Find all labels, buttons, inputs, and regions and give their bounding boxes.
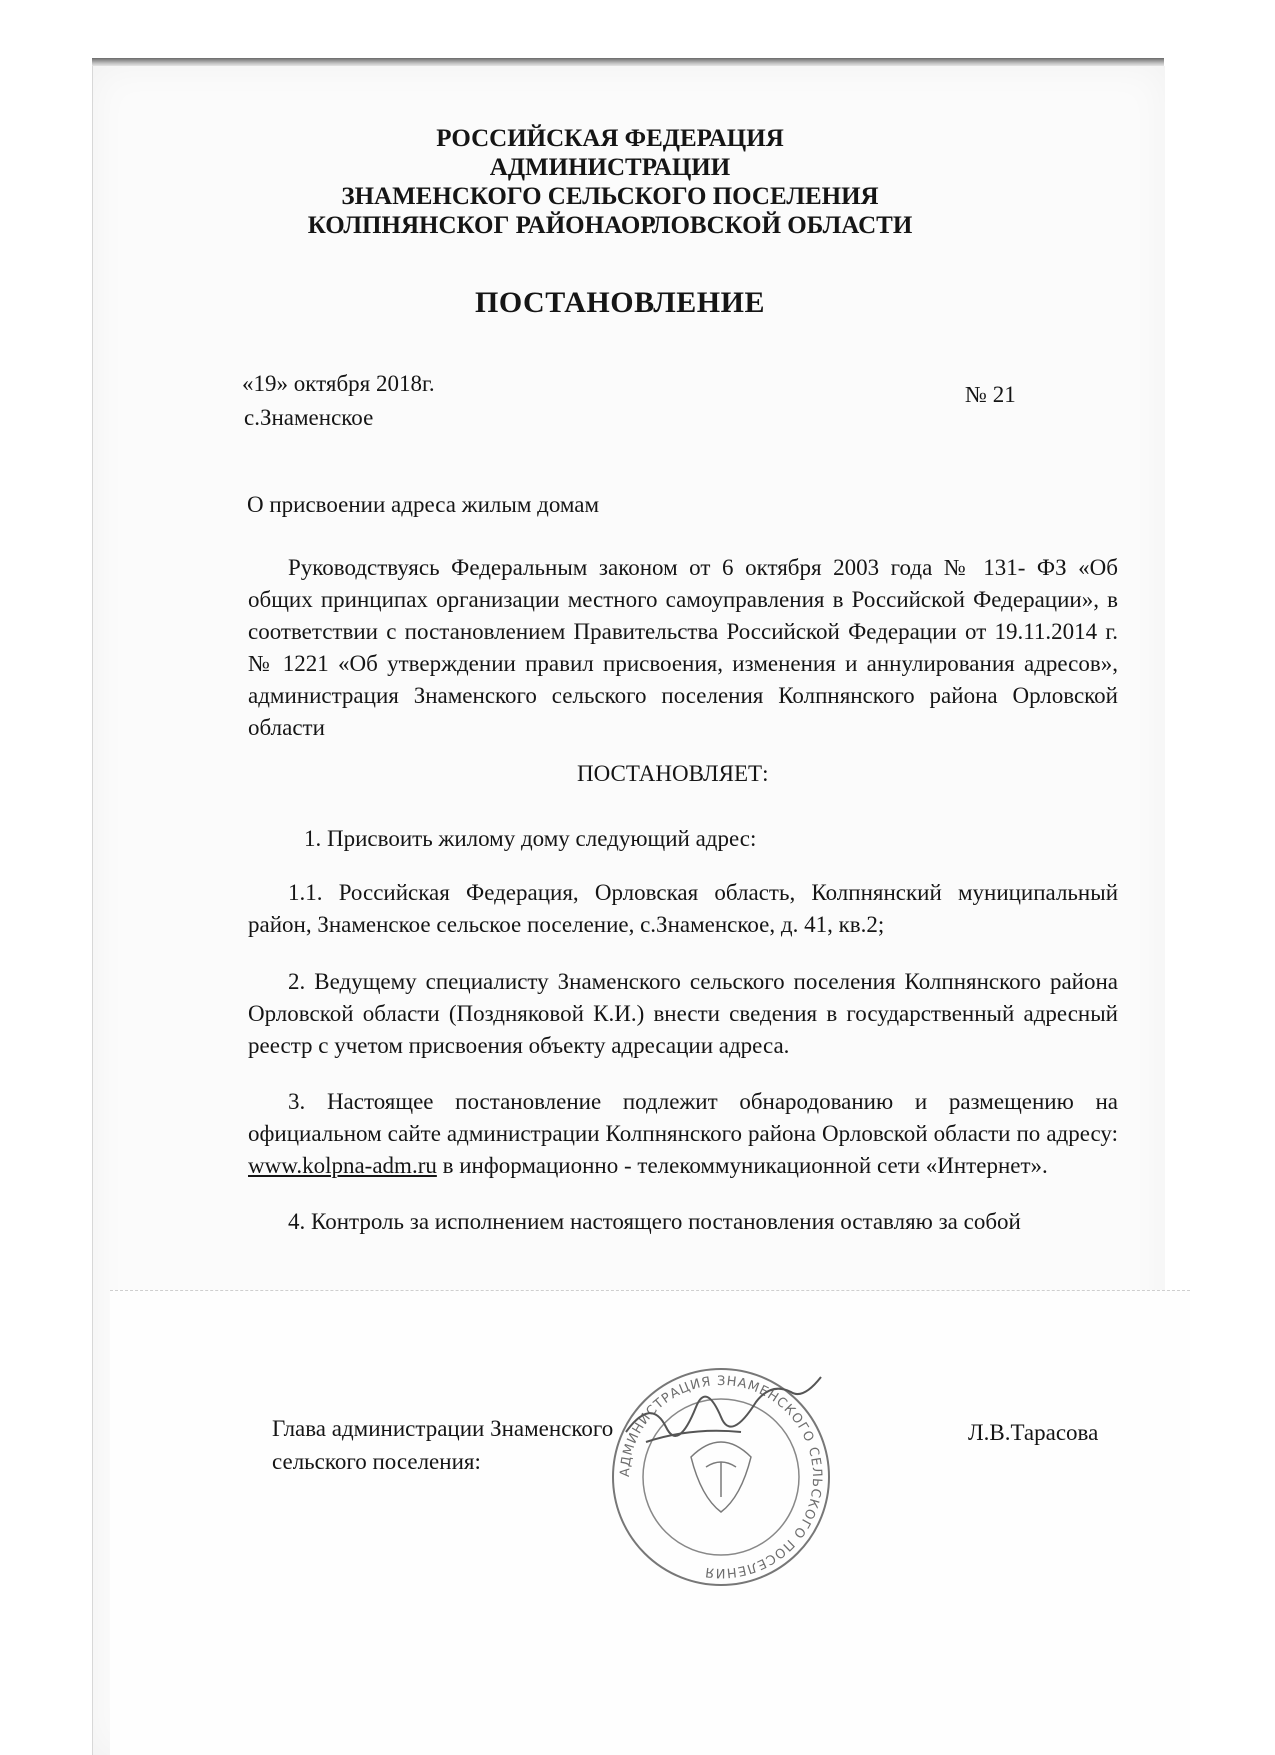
item-2: 2. Ведущему специалисту Знаменского сельского поселения Колпнянского района Орловской области (Поздняковой К.И.) внести сведения в государственный адресный реестр с учетом присвоения объекту адресации адреса.	[248, 969, 1118, 1058]
website-link[interactable]: www.kolpna-adm.ru	[248, 1153, 437, 1178]
signer-title-line-2: сельского поселения:	[272, 1449, 481, 1474]
item-4: 4. Контроль за исполнением настоящего постановления оставляю за собой	[288, 1209, 1021, 1234]
document-title: ПОСТАНОВЛЕНИЕ	[475, 286, 765, 319]
item-3-text-start: 3. Настоящее постановление подлежит обнародованию и размещению на официальном сайте администрации Колпнянского района Орловской области по адресу:	[248, 1089, 1118, 1146]
item-3	[248, 1086, 1118, 1182]
document-subject: О присвоении адреса жилым домам	[247, 492, 600, 517]
official-seal-stamp	[606, 1362, 836, 1592]
header-line-4: КОЛПНЯНСКОГ РАЙОНАОРЛОВСКОЙ ОБЛАСТИ	[307, 212, 913, 239]
header-line-2: АДМИНИСТРАЦИИ	[489, 154, 731, 181]
header-line-3: ЗНАМЕНСКОГО СЕЛЬСКОГО ПОСЕЛЕНИЯ	[341, 183, 879, 210]
document-place: с.Знаменское	[244, 405, 374, 430]
item-3-text-end: в информационно - телекоммуникационной сети «Интернет».	[436, 1153, 1048, 1178]
header-line-1: РОССИЙСКАЯ ФЕДЕРАЦИЯ	[436, 125, 784, 152]
document-header	[250, 124, 970, 240]
preamble-paragraph: Руководствуясь Федеральным законом от 6 октября 2003 года № 131- ФЗ «Об общих принципах организации местного самоуправления в Российской Федерации», в соответствии с постановлением Правительства Российской Федерации от 19.11.2014 г. № 1221 «Об утверждении правил присвоения, изменения и аннулирования адресов», администрация Знаменского сельского поселения Колпнянского района Орловской области	[248, 555, 1118, 740]
emblem-icon	[691, 1442, 751, 1512]
document-date: «19» октября 2018г.	[242, 371, 435, 396]
signer-title-line-1: Глава администрации Знаменского	[272, 1416, 614, 1441]
decree-heading: ПОСТАНОВЛЯЕТ:	[577, 761, 769, 786]
item-1: 1. Присвоить жилому дому следующий адрес:	[304, 826, 757, 851]
item-1-1: 1.1. Российская Федерация, Орловская область, Колпнянский муниципальный район, Знаменское сельское поселение, с.Знаменское, д. 41, кв.2;	[248, 880, 1118, 937]
document-number: № 21	[965, 382, 1016, 407]
seal-ring-text: АДМИНИСТРАЦИЯ ЗНАМЕНСКОГО СЕЛЬСКОГО ПОСЕЛЕНИЯ	[617, 1373, 825, 1581]
signer-name: Л.В.Тарасова	[968, 1420, 1099, 1445]
